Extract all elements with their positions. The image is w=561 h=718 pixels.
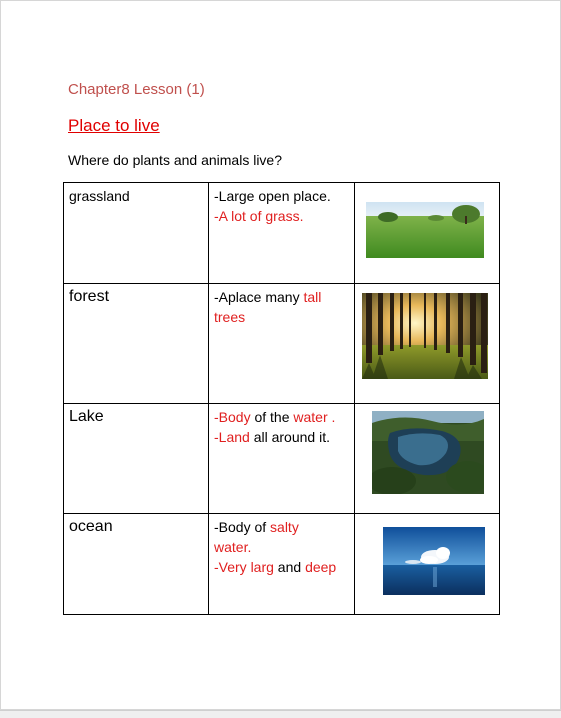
habitat-name-cell bbox=[64, 183, 209, 284]
habitat-name: forest bbox=[69, 288, 110, 305]
description-highlight: trees bbox=[214, 309, 246, 325]
habitat-description-cell bbox=[209, 404, 355, 514]
description-line bbox=[214, 537, 349, 557]
description-text: all around it. bbox=[249, 429, 330, 445]
question-text: Where do plants and animals live? bbox=[68, 152, 283, 168]
description-line bbox=[214, 557, 349, 577]
table-row bbox=[64, 404, 500, 514]
habitat-name: grassland bbox=[69, 188, 130, 204]
habitat-name-cell bbox=[64, 284, 209, 404]
habitat-name-cell bbox=[64, 404, 209, 514]
habitat-name: Lake bbox=[69, 408, 104, 425]
description-line bbox=[214, 186, 349, 206]
habitat-description-cell bbox=[209, 183, 355, 284]
description-highlight: -Land bbox=[214, 429, 250, 445]
habitat-name: ocean bbox=[69, 518, 113, 535]
description-highlight: tall bbox=[303, 289, 322, 305]
description-highlight: water. bbox=[214, 539, 252, 555]
lesson-heading: Place to live bbox=[68, 116, 160, 135]
description-text: -Aplace many bbox=[214, 289, 304, 305]
description-text: -Body of bbox=[214, 519, 271, 535]
description-line bbox=[214, 287, 349, 307]
table-row bbox=[64, 284, 500, 404]
description-highlight: salty bbox=[270, 519, 299, 535]
description-highlight: water . bbox=[293, 409, 336, 425]
description-line bbox=[214, 307, 349, 327]
description-highlight: deep bbox=[305, 559, 337, 575]
habitat-description-cell bbox=[209, 514, 355, 615]
lake-photo bbox=[372, 411, 484, 494]
habitat-picture-cell bbox=[355, 284, 500, 404]
description-highlight: -Very larg bbox=[214, 559, 274, 575]
habitat-picture-cell bbox=[355, 404, 500, 514]
description-highlight: -Body bbox=[214, 409, 251, 425]
description-line bbox=[214, 427, 349, 447]
habitat-description-cell bbox=[209, 284, 355, 404]
grassland-photo bbox=[366, 202, 484, 258]
habitats-table bbox=[63, 182, 500, 615]
habitat-name-cell bbox=[64, 514, 209, 615]
description-line bbox=[214, 206, 349, 226]
description-text: -Large open place. bbox=[214, 188, 331, 204]
description-text: of the bbox=[250, 409, 294, 425]
description-line bbox=[214, 517, 349, 537]
chapter-label: Chapter8 Lesson (1) bbox=[68, 81, 205, 98]
forest-photo bbox=[362, 293, 488, 379]
description-text: and bbox=[273, 559, 306, 575]
table-row bbox=[64, 183, 500, 284]
habitat-picture-cell bbox=[355, 514, 500, 615]
habitat-picture-cell bbox=[355, 183, 500, 284]
table-row bbox=[64, 514, 500, 615]
description-highlight: -A lot of grass. bbox=[214, 208, 304, 224]
ocean-photo bbox=[383, 527, 485, 595]
description-line bbox=[214, 407, 349, 427]
